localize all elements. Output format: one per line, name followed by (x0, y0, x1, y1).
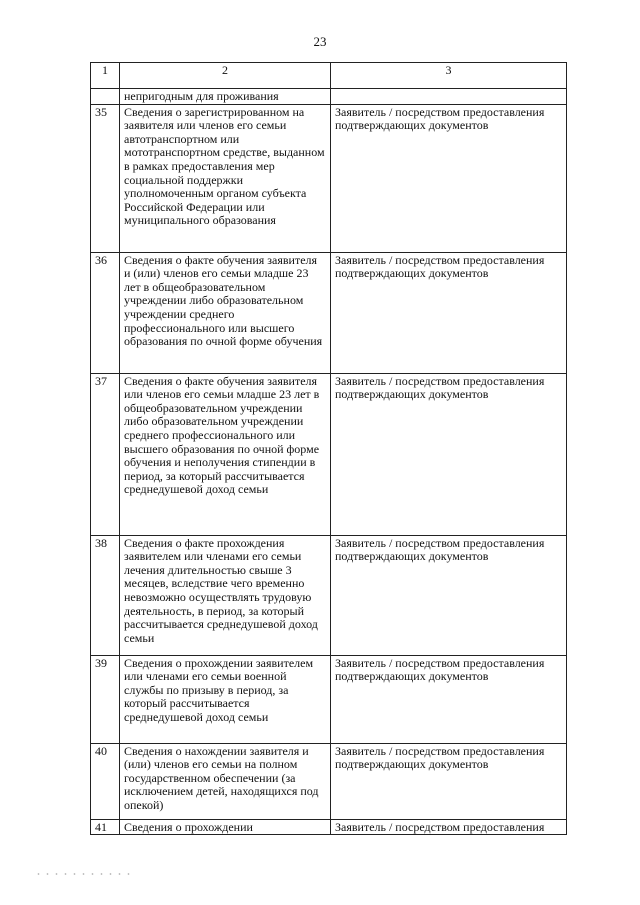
row-number: 40 (91, 743, 120, 819)
row-source: Заявитель / посредством предоставления подтверждающих документов (331, 373, 567, 535)
table-row (91, 655, 567, 743)
table-body (91, 89, 567, 835)
table-row (91, 535, 567, 655)
table-row (91, 89, 567, 105)
row-source: Заявитель / посредством предоставления (331, 819, 567, 835)
row-number: 41 (91, 819, 120, 835)
row-information: Сведения о факте прохождения заявителем или членами его семьи лечения длительностью свыше 3 месяцев, вследствие чего временно невозможно осуществлять трудовую деятельность, в период, за который рассчитывается среднедушевой доход семьи (120, 535, 331, 655)
header-col-2: 2 (120, 63, 331, 89)
header-col-1: 1 (91, 63, 120, 89)
row-information: Сведения о факте обучения заявителя и (или) членов его семьи младше 23 лет в общеобразовательном учреждении либо образовательном учреждении среднего профессионального или высшего образования по очной форме обучения (120, 252, 331, 373)
table-row (91, 104, 567, 252)
scan-artifact (34, 872, 134, 876)
row-information: Сведения о прохождении (120, 819, 331, 835)
row-source: Заявитель / посредством предоставления подтверждающих документов (331, 252, 567, 373)
row-number: 35 (91, 104, 120, 252)
table-row (91, 373, 567, 535)
row-number (91, 89, 120, 105)
row-information: непригодным для проживания (120, 89, 331, 105)
row-number: 39 (91, 655, 120, 743)
row-number: 37 (91, 373, 120, 535)
row-information: Сведения о зарегистрированном на заявителя или членов его семьи автотранспортном или мототранспортном средстве, выданном в рамках предоставления мер социальной поддержки уполномоченным органом субъекта Российской Федерации или муниципального образования (120, 104, 331, 252)
table-header-row (91, 63, 567, 89)
header-col-3: 3 (331, 63, 567, 89)
row-number: 38 (91, 535, 120, 655)
documents-table (90, 62, 567, 835)
row-information: Сведения о факте обучения заявителя или членов его семьи младше 23 лет в общеобразовательном учреждении либо образовательном учреждении среднего профессионального или высшего образования по очной форме обучения и неполучения стипендии в период, за который рассчитывается среднедушевой доход семьи (120, 373, 331, 535)
row-source: Заявитель / посредством предоставления подтверждающих документов (331, 535, 567, 655)
row-information: Сведения о прохождении заявителем или членами его семьи военной службы по призыву в период, за который рассчитывается среднедушевой доход семьи (120, 655, 331, 743)
table-row (91, 819, 567, 835)
table-row (91, 252, 567, 373)
row-source (331, 89, 567, 105)
page-number: 23 (313, 34, 327, 49)
row-source: Заявитель / посредством предоставления подтверждающих документов (331, 104, 567, 252)
row-number: 36 (91, 252, 120, 373)
row-information: Сведения о нахождении заявителя и (или) членов его семьи на полном государственном обеспечении (за исключением детей, находящихся под опекой) (120, 743, 331, 819)
table-row (91, 743, 567, 819)
row-source: Заявитель / посредством предоставления подтверждающих документов (331, 743, 567, 819)
row-source: Заявитель / посредством предоставления подтверждающих документов (331, 655, 567, 743)
